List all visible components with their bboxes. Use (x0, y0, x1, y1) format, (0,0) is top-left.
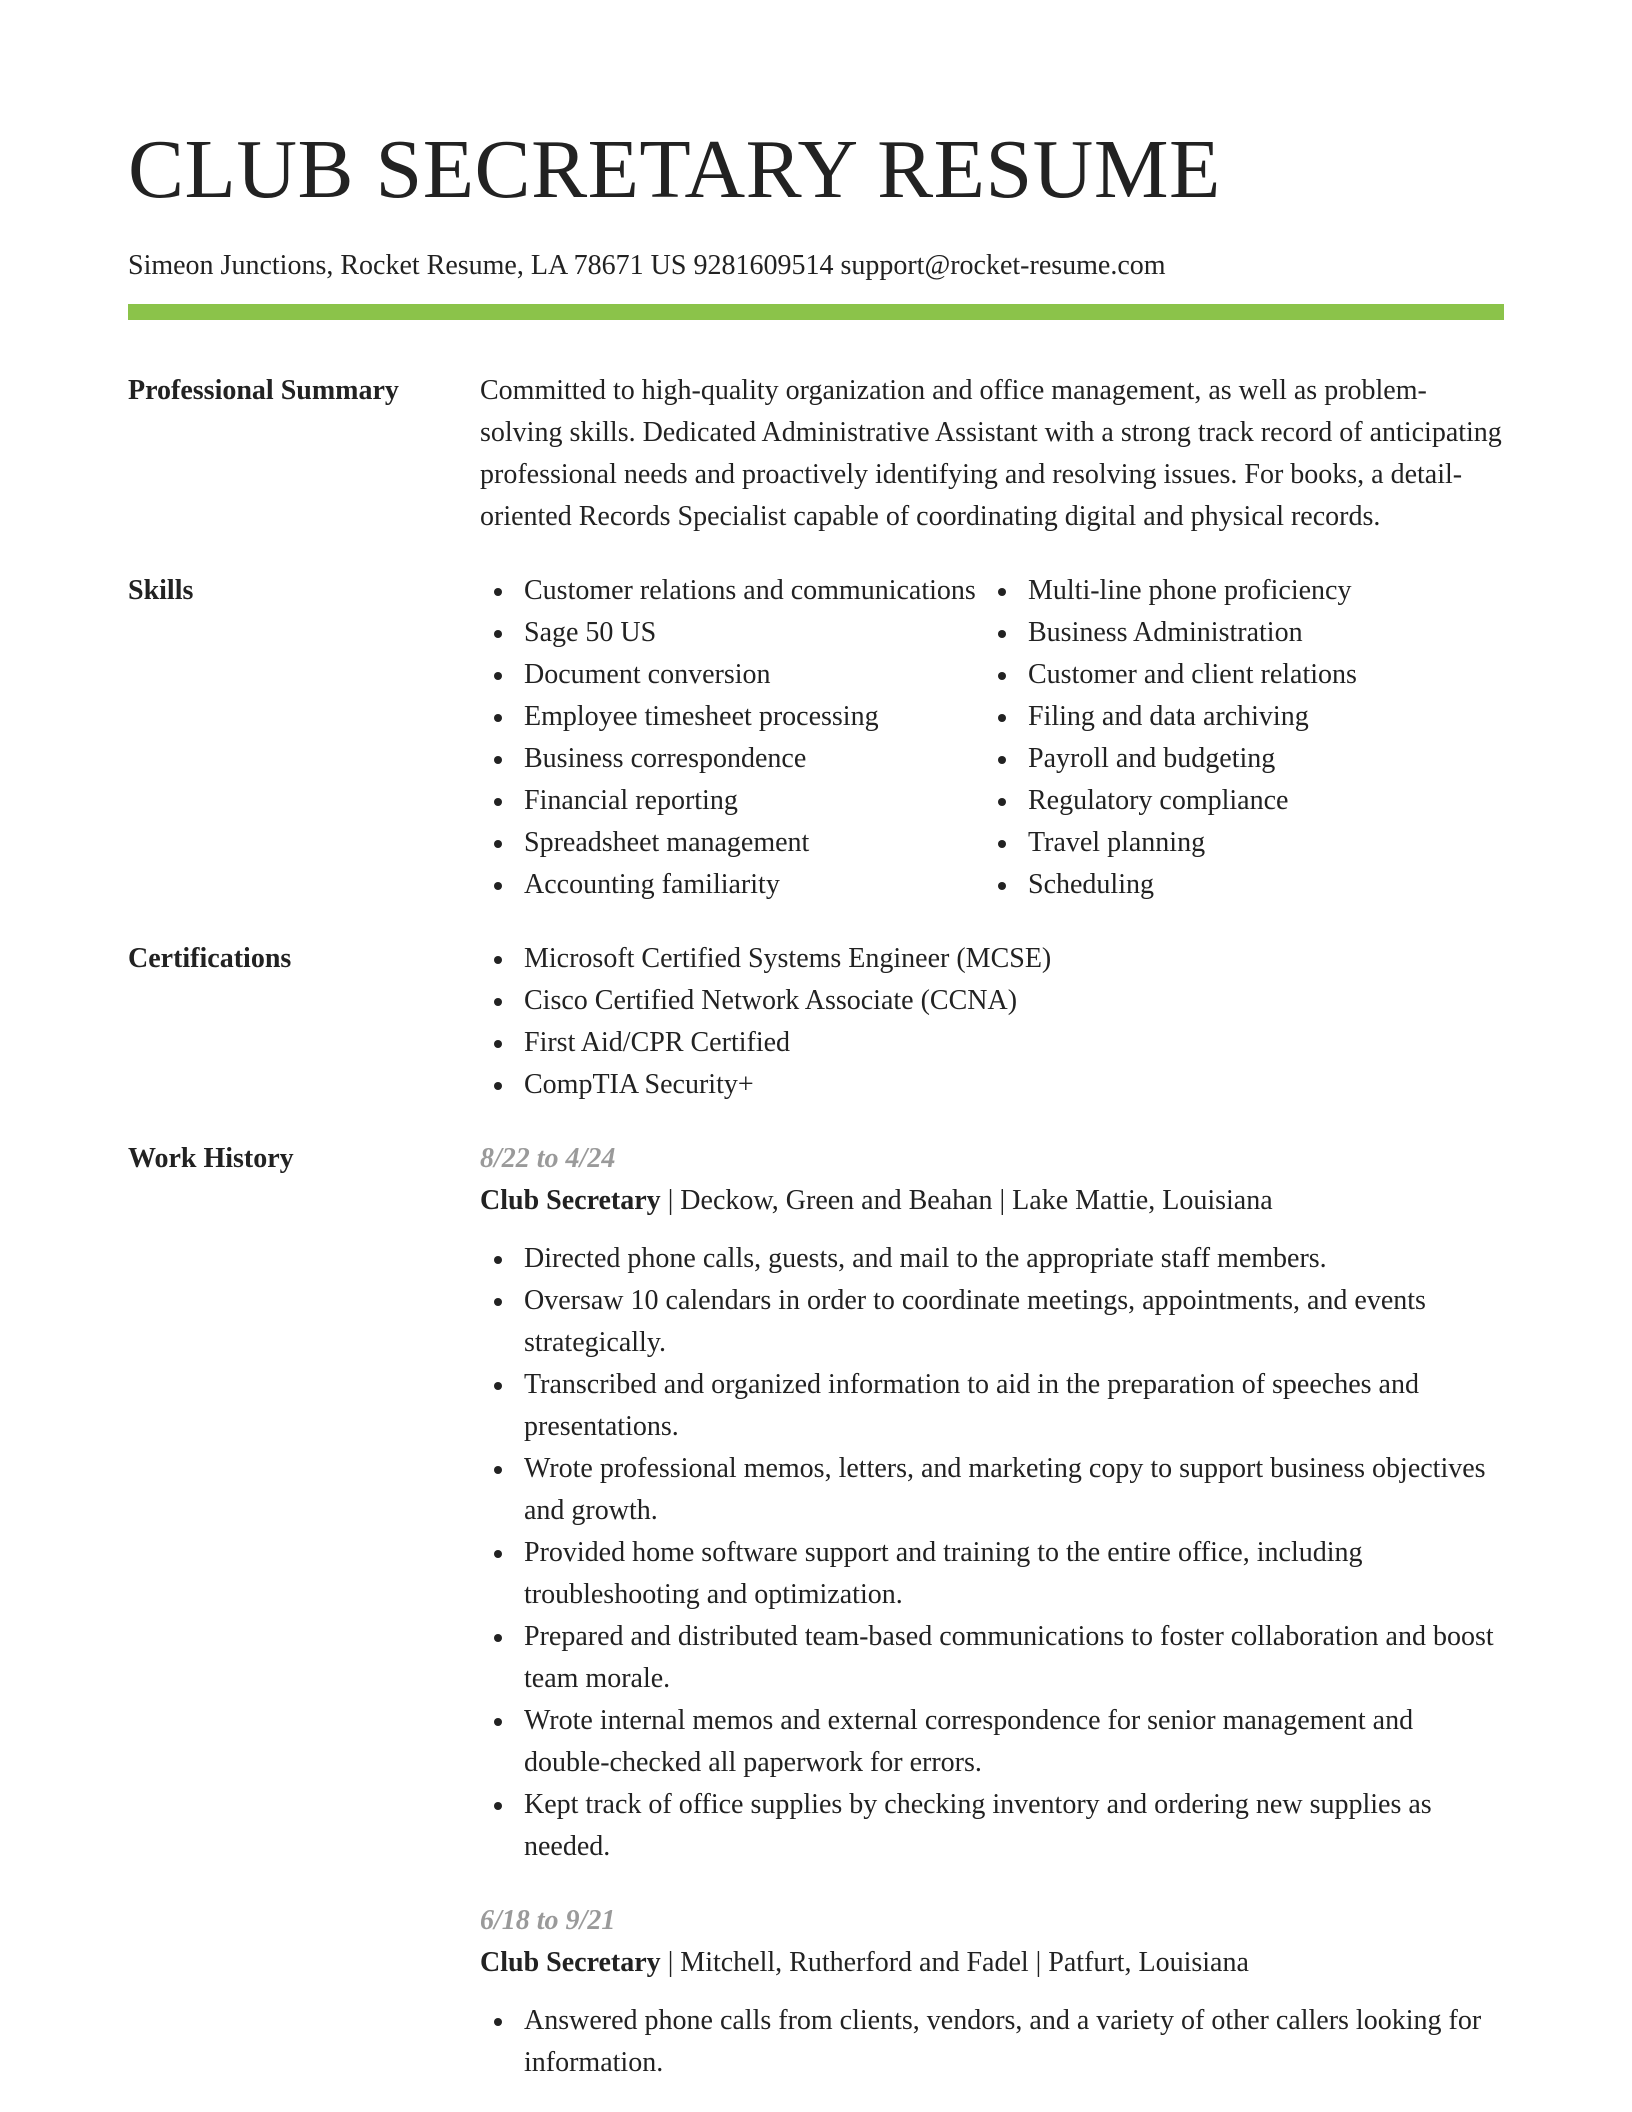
skill-item: Regulatory compliance (984, 780, 1504, 822)
job-heading (480, 1180, 1504, 1222)
summary-section (128, 370, 1504, 538)
skill-item: Spreadsheet management (480, 822, 984, 864)
job-bullet: Directed phone calls, guests, and mail to the appropriate staff members. (480, 1238, 1504, 1280)
certification-item: First Aid/CPR Certified (480, 1022, 1504, 1064)
job-bullet: Wrote professional memos, letters, and marketing copy to support business objectives and growth. (480, 1448, 1504, 1532)
certifications-list (480, 938, 1504, 1106)
skill-item: Payroll and budgeting (984, 738, 1504, 780)
work-history-label: Work History (128, 1143, 294, 1174)
job-title: Club Secretary (480, 1947, 661, 1978)
certifications-label: Certifications (128, 943, 292, 974)
certification-item: Microsoft Certified Systems Engineer (MCSE) (480, 938, 1504, 980)
skill-item: Employee timesheet processing (480, 696, 984, 738)
skill-item: Customer and client relations (984, 654, 1504, 696)
work-history-body (480, 1138, 1504, 2084)
job-bullets (480, 1238, 1504, 1868)
job-dates: 6/18 to 9/21 (480, 1905, 616, 1936)
skill-item: Business correspondence (480, 738, 984, 780)
job-bullet: Transcribed and organized information to aid in the preparation of speeches and presentations. (480, 1364, 1504, 1448)
skills-grid (480, 570, 1504, 906)
contact-address: Simeon Junctions, Rocket Resume, LA 78671 US (128, 250, 687, 281)
job-bullet: Wrote internal memos and external correspondence for senior management and double-checked all paperwork for errors. (480, 1700, 1504, 1784)
job-dates: 8/22 to 4/24 (480, 1143, 616, 1174)
skills-section (128, 570, 1504, 906)
skill-item: Customer relations and communications (480, 570, 984, 612)
contact-line (128, 248, 1504, 284)
job-entry (480, 1900, 1504, 2084)
work-history-section (128, 1138, 1504, 2084)
contact-phone: 9281609514 (693, 250, 834, 281)
job-bullet: Kept track of office supplies by checking inventory and ordering new supplies as needed. (480, 1784, 1504, 1868)
job-entry (480, 1138, 1504, 1868)
job-bullet: Oversaw 10 calendars in order to coordinate meetings, appointments, and events strategically. (480, 1280, 1504, 1364)
skill-item: Document conversion (480, 654, 984, 696)
job-heading (480, 1942, 1504, 1984)
certification-item: Cisco Certified Network Associate (CCNA) (480, 980, 1504, 1022)
summary-label: Professional Summary (128, 375, 399, 406)
job-bullet: Provided home software support and training to the entire office, including troubleshooting and optimization. (480, 1532, 1504, 1616)
skills-list-right (984, 570, 1504, 906)
skills-label: Skills (128, 575, 194, 606)
skill-item: Accounting familiarity (480, 864, 984, 906)
skill-item: Business Administration (984, 612, 1504, 654)
skill-item: Sage 50 US (480, 612, 984, 654)
resume-page (128, 0, 1504, 2084)
certifications-section (128, 938, 1504, 1106)
job-company-location: | Mitchell, Rutherford and Fadel | Patfurt, Louisiana (660, 1947, 1249, 1978)
skill-item: Scheduling (984, 864, 1504, 906)
certifications-body (480, 938, 1504, 1106)
skill-item: Travel planning (984, 822, 1504, 864)
contact-email: support@rocket-resume.com (840, 250, 1166, 281)
job-title: Club Secretary (480, 1185, 661, 1216)
resume-title: CLUB SECRETARY RESUME (128, 123, 1221, 216)
skill-item: Financial reporting (480, 780, 984, 822)
job-company-location: | Deckow, Green and Beahan | Lake Mattie, Louisiana (660, 1185, 1273, 1216)
job-bullet: Answered phone calls from clients, vendors, and a variety of other callers looking for information. (480, 2000, 1504, 2084)
job-bullet: Prepared and distributed team-based communications to foster collaboration and boost team morale. (480, 1616, 1504, 1700)
summary-text: Committed to high-quality organization and office management, as well as problem-solving skills. Dedicated Administrative Assistant with a strong track record of anticipating professional needs and proactively identifying and resolving issues. For books, a detail-oriented Records Specialist capable of coordinating digital and physical records. (480, 375, 1502, 532)
header-divider (128, 304, 1504, 320)
skills-list-left (480, 570, 984, 906)
skill-item: Multi-line phone proficiency (984, 570, 1504, 612)
job-bullets (480, 2000, 1504, 2084)
certification-item: CompTIA Security+ (480, 1064, 1504, 1106)
skill-item: Filing and data archiving (984, 696, 1504, 738)
